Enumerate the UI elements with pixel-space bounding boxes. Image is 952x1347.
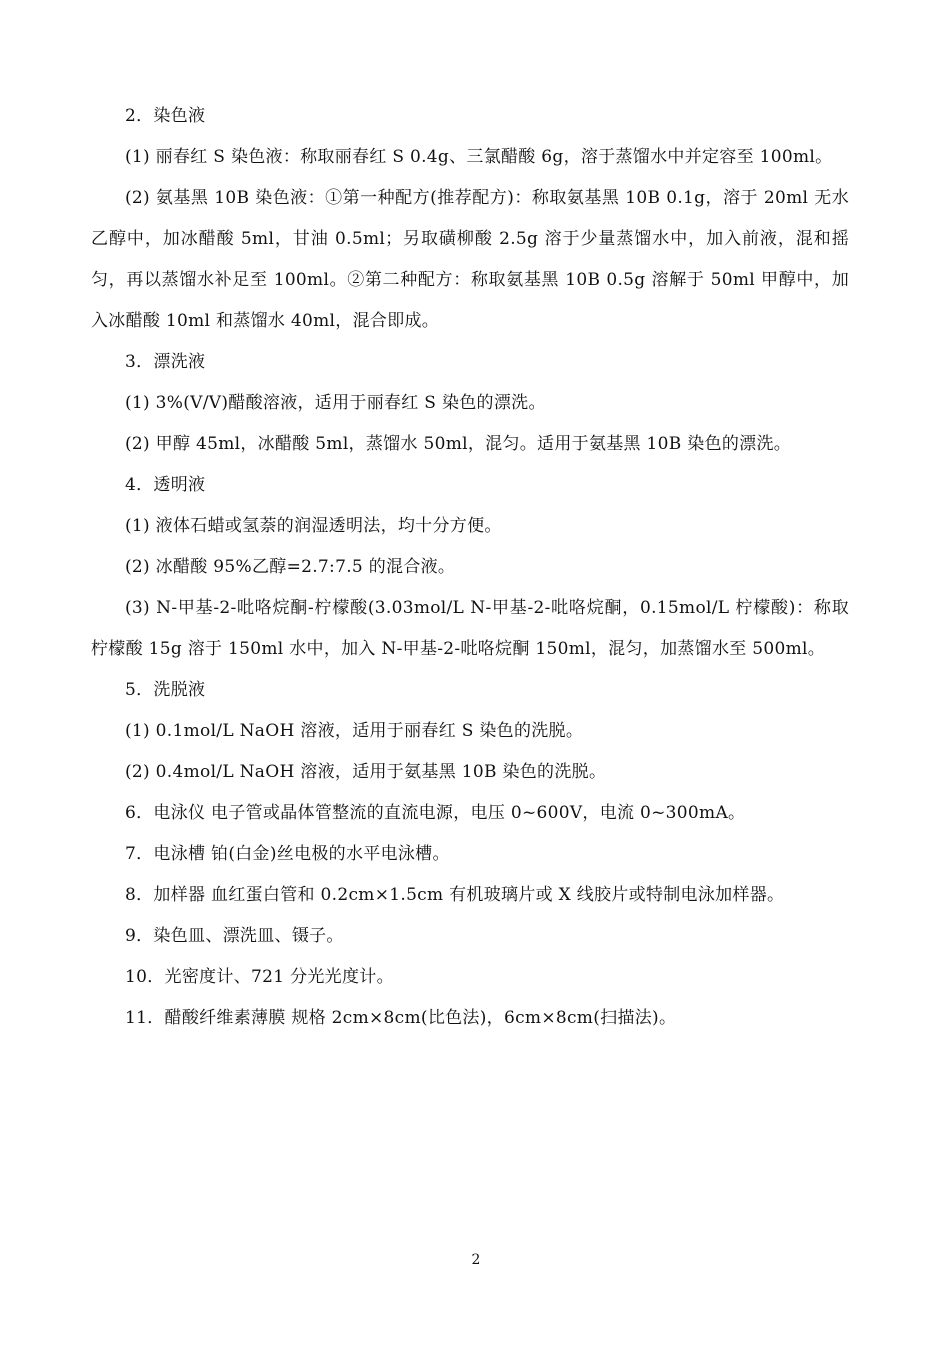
- section-heading-clearing-solution: 4．透明液: [125, 475, 206, 495]
- section-heading-rinse-solution: 3．漂洗液: [125, 352, 206, 372]
- paragraph-densitometer: 10．光密度计、721 分光光度计。: [125, 967, 394, 987]
- paragraph-ponceau-s-stain: (1) 丽春红 S 染色液：称取丽春红 S 0.4g、三氯醋酸 6g，溶于蒸馏水中并定容至 100ml。: [125, 147, 833, 167]
- paragraph-dishes-tweezers: 9．染色皿、漂洗皿、镊子。: [125, 926, 344, 946]
- section-heading-staining-solution: 2．染色液: [125, 106, 206, 126]
- section-heading-elution-solution: 5．洗脱液: [125, 680, 206, 700]
- page-body: [91, 96, 849, 1039]
- paragraph-sample-applicator: 8．加样器 血红蛋白管和 0.2cm×1.5cm 有机玻璃片或 X 线胶片或特制电泳加样器。: [125, 885, 785, 905]
- paragraph-cellulose-acetate-membrane: 11．醋酸纤维素薄膜 规格 2cm×8cm(比色法)，6cm×8cm(扫描法)。: [125, 1008, 677, 1028]
- paragraph-acetic-acid-rinse: (1) 3%(V/V)醋酸溶液，适用于丽春红 S 染色的漂洗。: [125, 393, 546, 413]
- paragraph-nmp-citric-acid: (3) N-甲基-2-吡咯烷酮-柠檬酸(3.03mol/L N-甲基-2-吡咯烷酮，0.15mol/L 柠檬酸)：称取柠檬酸 15g 溶于 150ml 水中，加入 N-甲基-2-吡咯烷酮 150ml，混匀，加蒸馏水至 500ml。: [91, 598, 849, 659]
- paragraph-methanol-rinse: (2) 甲醇 45ml，冰醋酸 5ml，蒸馏水 50ml，混匀。适用于氨基黑 10B 染色的漂洗。: [125, 434, 792, 454]
- paragraph-amido-black-stain: (2) 氨基黑 10B 染色液：①第一种配方(推荐配方)：称取氨基黑 10B 0.1g，溶于 20ml 无水乙醇中，加冰醋酸 5ml，甘油 0.5ml；另取磺柳酸 2.5g 溶于少量蒸馏水中，加入前液，混和摇匀，再以蒸馏水补足至 100ml。②第二种配方：称取氨基黑 10B 0.5g 溶解于 50ml 甲醇中，加入冰醋酸 10ml 和蒸馏水 40ml，混合即成。: [91, 188, 849, 331]
- paragraph-paraffin-clearing: (1) 液体石蜡或氢萘的润湿透明法，均十分方便。: [125, 516, 502, 536]
- paragraph-naoh-04-elution: (2) 0.4mol/L NaOH 溶液，适用于氨基黑 10B 染色的洗脱。: [125, 762, 607, 782]
- page-number: 2: [471, 1252, 481, 1268]
- paragraph-electrophoresis-power-supply: 6．电泳仪 电子管或晶体管整流的直流电源，电压 0~600V，电流 0~300mA。: [125, 803, 746, 823]
- paragraph-naoh-01-elution: (1) 0.1mol/L NaOH 溶液，适用于丽春红 S 染色的洗脱。: [125, 721, 584, 741]
- paragraph-acetic-ethanol-mix: (2) 冰醋酸 95%乙醇=2.7:7.5 的混合液。: [125, 557, 456, 577]
- paragraph-electrophoresis-tank: 7．电泳槽 铂(白金)丝电极的水平电泳槽。: [125, 844, 450, 864]
